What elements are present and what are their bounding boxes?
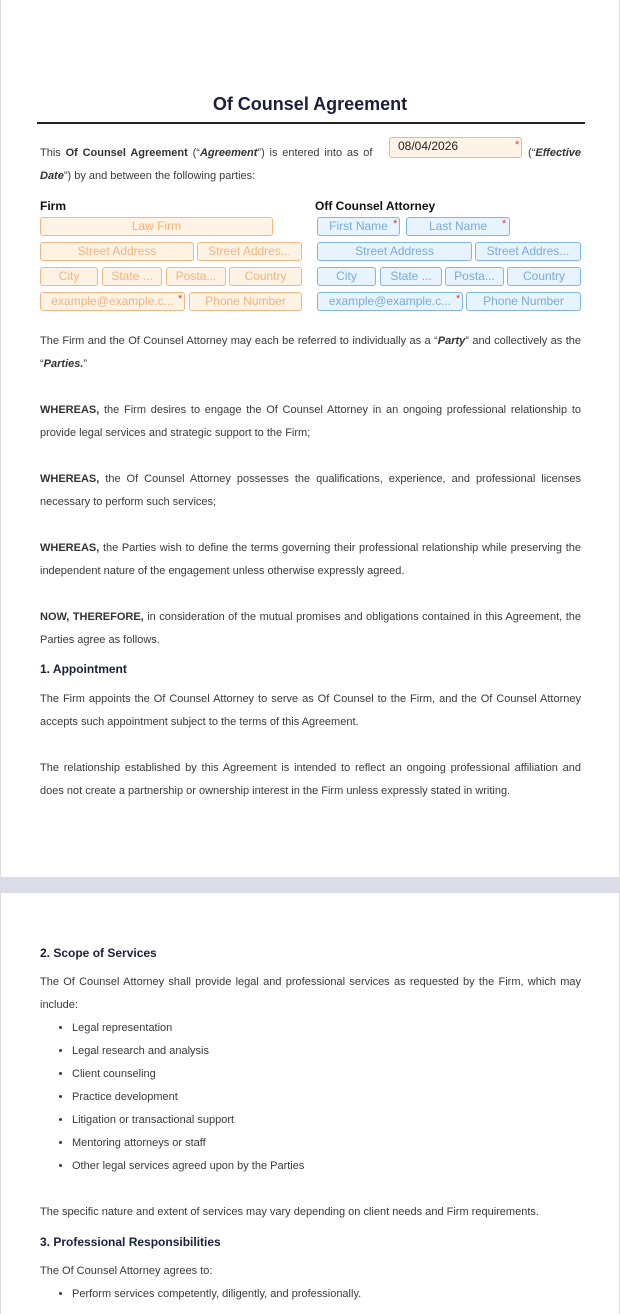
section-1-para-1: The Firm appoints the Of Counsel Attorney to serve as Of Counsel to the Firm, and the Of Counsel Attorney accepts such appointment subject to the terms of this Agreement. xyxy=(40,693,581,728)
required-asterisk: * xyxy=(515,139,520,151)
section-2-heading: 2. Scope of Services xyxy=(40,946,157,960)
recital-2 xyxy=(40,468,581,514)
attorney-city-field[interactable]: City xyxy=(317,267,376,286)
required-asterisk: * xyxy=(502,218,507,230)
recital-lead: WHEREAS, xyxy=(40,473,100,485)
recital-1 xyxy=(40,399,581,445)
recital-text: in consideration of the mutual promises and obligations contained in this Agreement, the Parties agree as follows. xyxy=(40,611,581,646)
firm-street2-field[interactable]: Street Addres... xyxy=(197,242,302,261)
parties-term: Parties. xyxy=(43,358,84,370)
intro-quote-close: ”) is entered into as of xyxy=(257,147,373,159)
list-item: • Perform services competently, diligently, and professionally. xyxy=(72,1283,361,1306)
list-item: • Legal representation xyxy=(72,1017,304,1040)
parties-mid: ” and collectively as the “ xyxy=(40,335,581,370)
section-2-closing: The specific nature and extent of services may vary depending on client needs and Firm requirements. xyxy=(40,1206,539,1218)
firm-heading: Firm xyxy=(40,199,67,213)
attorney-country-field[interactable]: Country xyxy=(507,267,581,286)
intro-quote-open: (“ xyxy=(187,147,200,159)
required-asterisk: * xyxy=(178,293,183,305)
intro-effective-open: (“ xyxy=(528,147,536,159)
attorney-phone-field[interactable]: Phone Number xyxy=(466,292,581,311)
title-divider xyxy=(37,122,585,124)
recital-lead: WHEREAS, xyxy=(40,404,100,416)
attorney-first-name-field[interactable]: First Name xyxy=(317,217,400,236)
attorney-postal-field[interactable]: Posta... xyxy=(445,267,504,286)
firm-phone-field[interactable]: Phone Number xyxy=(189,292,302,311)
required-asterisk: * xyxy=(393,218,398,230)
attorney-last-name-field[interactable]: Last Name xyxy=(406,217,510,236)
firm-country-field[interactable]: Country xyxy=(229,267,302,286)
required-asterisk: * xyxy=(456,293,461,305)
intro-effective-term: Effective Date xyxy=(40,147,582,182)
recital-3 xyxy=(40,537,581,583)
recital-lead: NOW, THEREFORE, xyxy=(40,611,144,623)
document-title: Of Counsel Agreement xyxy=(212,94,408,114)
list-item: • Other legal services agreed upon by the Parties xyxy=(72,1155,304,1178)
section-1-para-2: The relationship established by this Agreement is intended to reflect an ongoing professional affiliation and does not create a partnership or ownership interest in the Firm unless expressly stated in writing. xyxy=(40,762,581,797)
section-3-intro: The Of Counsel Attorney agrees to: xyxy=(40,1265,213,1277)
list-item: • Litigation or transactional support xyxy=(72,1109,304,1132)
services-list xyxy=(40,1017,304,1178)
law-firm-field[interactable]: Law Firm xyxy=(40,217,273,236)
recital-4 xyxy=(40,606,581,652)
section-3-heading: 3. Professional Responsibilities xyxy=(40,1235,221,1249)
intro-pre: This xyxy=(40,147,66,159)
firm-email-field[interactable]: example@example.c... xyxy=(40,292,185,311)
list-item: • Practice development xyxy=(72,1086,304,1109)
firm-city-field[interactable]: City xyxy=(40,267,98,286)
attorney-heading: Off Counsel Attorney xyxy=(315,199,436,213)
recital-text: the Parties wish to define the terms governing their professional relationship while preserving the independent nature of the engagement unless otherwise expressly agreed. xyxy=(40,542,581,577)
attorney-street2-field[interactable]: Street Addres... xyxy=(475,242,581,261)
parties-pre: The Firm and the Of Counsel Attorney may each be referred to individually as a “ xyxy=(40,335,438,347)
list-item: • Client counseling xyxy=(72,1063,304,1086)
parties-post: ” xyxy=(83,358,88,370)
effective-date-input[interactable]: 08/04/2026 xyxy=(389,137,522,158)
firm-street-field[interactable]: Street Address xyxy=(40,242,194,261)
section-2-intro: The Of Counsel Attorney shall provide legal and professional services as requested by the Firm, which may include: xyxy=(40,976,581,1011)
list-item: • Mentoring attorneys or staff xyxy=(72,1132,304,1155)
intro-agreement-term: Agreement xyxy=(199,147,258,159)
recital-text: the Of Counsel Attorney possesses the qualifications, experience, and professional licenses necessary to perform such services; xyxy=(40,473,581,508)
intro-effective-close: ”) by and between the following parties: xyxy=(63,170,256,182)
list-item: • Legal research and analysis xyxy=(72,1040,304,1063)
section-1-heading: 1. Appointment xyxy=(40,662,127,676)
recital-lead: WHEREAS, xyxy=(40,542,100,554)
attorney-email-field[interactable]: example@example.c... xyxy=(317,292,463,311)
firm-state-field[interactable]: State ... xyxy=(102,267,162,286)
parties-paragraph xyxy=(40,330,581,376)
attorney-street-field[interactable]: Street Address xyxy=(317,242,472,261)
recital-text: the Firm desires to engage the Of Counsel Attorney in an ongoing professional relationship to provide legal services and strategic support to the Firm; xyxy=(40,404,581,439)
firm-postal-field[interactable]: Posta... xyxy=(166,267,226,286)
attorney-state-field[interactable]: State ... xyxy=(380,267,442,286)
party-term: Party xyxy=(437,335,466,347)
responsibilities-list xyxy=(40,1283,361,1306)
intro-agreement-name: Of Counsel Agreement xyxy=(65,147,188,159)
